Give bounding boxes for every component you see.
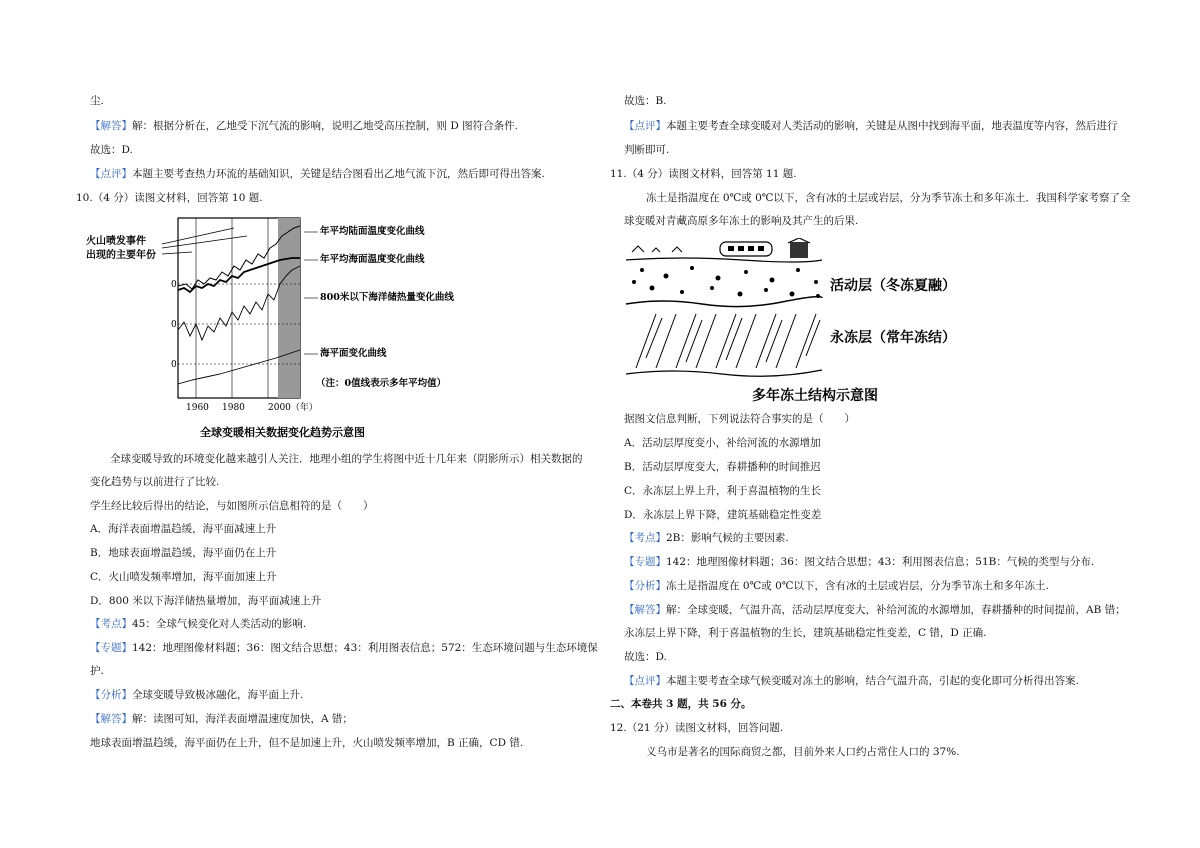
section-tag: 【点评】	[90, 168, 132, 180]
text-line: 故选：D.	[624, 651, 667, 663]
option-a: A．活动层厚度变小，补给河流的水源增加	[624, 437, 821, 449]
figure-permafrost-structure	[622, 238, 1002, 406]
text-line: 永冻层上界下降，利于喜温植物的生长，建筑基础稳定性变差，C 错，D 正确.	[624, 627, 987, 639]
jieda-line	[624, 603, 1126, 617]
text-line: 故选：B.	[624, 95, 667, 107]
text-line: 45：全球气候变化对人类活动的影响.	[132, 618, 307, 630]
active-layer-label: 活动层（冬冻夏融）	[830, 278, 956, 294]
comment-line	[624, 674, 1079, 688]
question-10-title: 10.（4 分）读图文材料，回答第 10 题.	[76, 192, 263, 204]
text-line: 义乌市是著名的国际商贸之都，目前外来人口约占常住人口的 37%.	[646, 746, 960, 758]
text-line: 冻土是指温度在 0℃或 0℃以下，含有冰的土层或岩层，分为季节冻土和多年冻土．我国科学家考察了全	[646, 192, 1131, 204]
section-tag: 【解答】	[90, 120, 132, 132]
text-line: 护.	[90, 665, 104, 677]
section-tag: 【专题】	[624, 556, 666, 568]
option-b: B．地球表面增温趋缓，海平面仍在上升	[90, 547, 277, 559]
fenxi-line	[90, 688, 303, 702]
text-line: 142：地理图像材料题；36：图文结合思想；43：利用图表信息；51B：气候的类型与分布.	[666, 556, 1095, 568]
section-tag: 【考点】	[90, 618, 132, 630]
zhuanti-line	[624, 555, 1094, 569]
option-d: D．800 米以下海洋储热量增加，海平面减速上升	[90, 595, 322, 607]
text-line: 142：地理图像材料题；36：图文结合思想；43：利用图表信息；572：生态环境问题与生态环境保	[132, 642, 598, 654]
section-tag: 【分析】	[90, 689, 132, 701]
curve-label: 海平面变化曲线	[320, 348, 387, 359]
zero-tick: 0	[171, 360, 177, 370]
text-line: 解：读图可知，海洋表面增温速度加快，A 错；	[132, 713, 353, 725]
option-c: C．永冻层上界上升，利于喜温植物的生长	[624, 485, 822, 497]
text-line: 全球变暖导致的环境变化越来越引人关注．地理小组的学生将图中近十几年来（阴影所示）相关数据的	[110, 453, 583, 465]
curve-label: 年平均海面温度变化曲线	[320, 254, 425, 265]
question-12-title: 12.（21 分）读图文材料，回答问题.	[610, 722, 784, 734]
curve-label: 年平均陆面温度变化曲线	[320, 226, 425, 237]
section-tag: 【专题】	[90, 642, 132, 654]
text-line: 判断即可.	[624, 144, 670, 156]
text-line: 变化趋势与以前进行了比较.	[90, 476, 220, 488]
x-tick: 2000（年）	[268, 403, 318, 413]
text-line: 据图文信息判断，下列说法符合事实的是（ ）	[624, 413, 855, 425]
figure-caption: 全球变暖相关数据变化趋势示意图	[200, 426, 365, 439]
text-line: 地球表面增温趋缓，海平面仍在上升，但不是加速上升，火山喷发频率增加，B 正确，CD 错.	[90, 737, 524, 749]
fenxi-line	[624, 579, 1049, 593]
kaodian-line	[90, 617, 306, 631]
text-line: 球变暖对青藏高原多年冻土的影响及其产生的后果.	[624, 215, 859, 227]
text-line: 故选：D.	[90, 144, 133, 156]
text-line: 本题主要考查全球变暖对人类活动的影响，关键是从图中找到海平面，地表温度等内容，然后进行	[666, 120, 1118, 132]
volcano-label: 火山喷发事件	[86, 236, 146, 247]
text-line: 学生经比较后得出的结论，与如图所示信息相符的是（ ）	[90, 500, 374, 512]
text-line: 2B：影响气候的主要因素.	[666, 532, 789, 544]
text-line: 本题主要考查热力环流的基础知识，关键是结合图看出乙地气流下沉，然后即可得出答案.	[132, 168, 545, 180]
curve-label: 800米以下海洋储热量变化曲线	[320, 292, 454, 303]
section-tag: 【点评】	[624, 675, 666, 687]
zero-tick: 0	[171, 320, 177, 330]
text-line: 冻土是指温度在 0℃或 0℃以下，含有冰的土层或岩层，分为季节冻土和多年冻土.	[666, 580, 1049, 592]
chart-note: （注：0值线表示多年平均值）	[316, 378, 447, 389]
comment-line	[624, 119, 1118, 133]
section-tag: 【点评】	[624, 120, 666, 132]
section-tag: 【分析】	[624, 580, 666, 592]
text-line: 解：全球变暖，气温升高，活动层厚度变大，补给河流的水源增加，春耕播种的时间提前，AB 错；	[666, 604, 1126, 616]
option-d: D．永冻层上界下降，建筑基础稳定性变差	[624, 509, 822, 521]
text-line: 尘.	[90, 95, 104, 107]
jieda-line	[90, 712, 353, 726]
text-line: 全球变暖导致极冰融化，海平面上升.	[132, 689, 304, 701]
zero-tick: 0	[171, 280, 177, 290]
section-tag: 【考点】	[624, 532, 666, 544]
option-a: A．海洋表面增温趋缓，海平面减速上升	[90, 523, 277, 535]
permafrost-layer-label: 永冻层（常年冻结）	[830, 330, 956, 346]
zhuanti-line	[90, 641, 598, 655]
figure-caption: 多年冻土结构示意图	[752, 388, 878, 404]
section-tag: 【解答】	[624, 604, 666, 616]
section-tag: 【解答】	[90, 713, 132, 725]
text-line: 解：根据分析在，乙地受下沉气流的影响，说明乙地受高压控制，则 D 图符合条件.	[132, 120, 518, 132]
section-heading: 二、本卷共 3 题，共 56 分。	[610, 698, 752, 710]
text-line: 本题主要考查全球气候变暖对冻土的影响，结合气温升高，引起的变化即可分析得出答案.	[666, 675, 1079, 687]
x-tick: 1960	[186, 403, 209, 413]
answer-line	[90, 119, 518, 133]
question-11-title: 11.（4 分）读图文材料，回答第 11 题.	[610, 168, 797, 180]
option-b: B．活动层厚度变大，春耕播种的时间推迟	[624, 461, 821, 473]
volcano-label: 出现的主要年份	[86, 250, 156, 261]
kaodian-line	[624, 531, 789, 545]
comment-line	[90, 167, 545, 181]
option-c: C．火山喷发频率增加，海平面加速上升	[90, 571, 277, 583]
figure-global-warming-chart	[82, 214, 462, 444]
x-tick: 1980	[222, 403, 245, 413]
